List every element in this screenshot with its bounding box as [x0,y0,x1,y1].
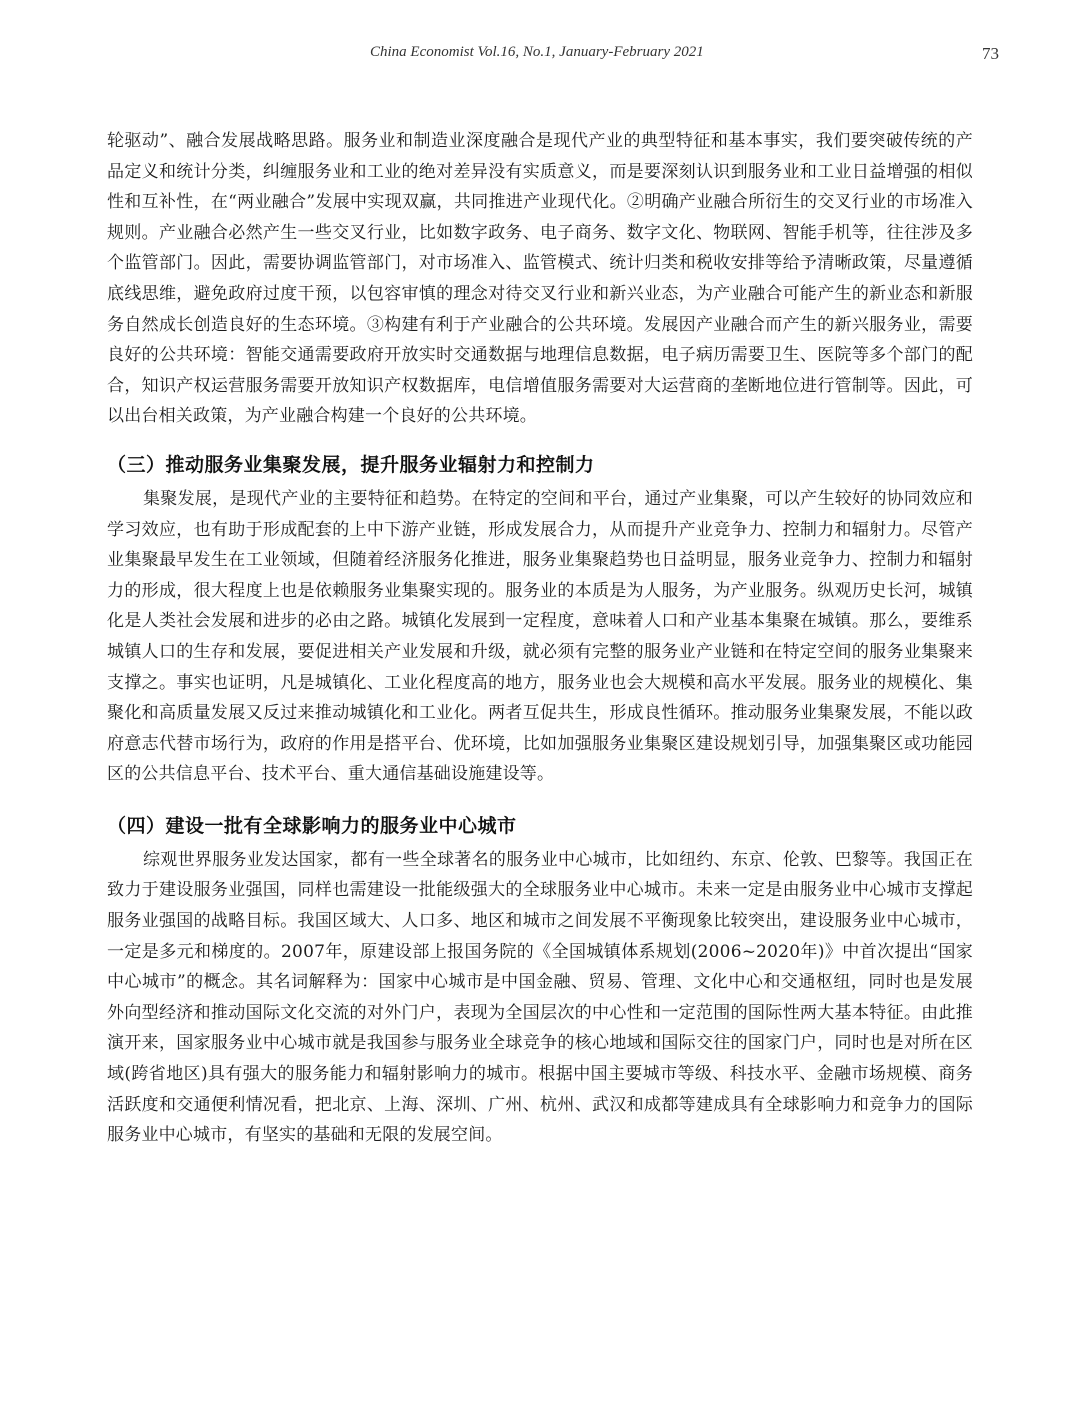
section-3-paragraph: 集聚发展，是现代产业的主要特征和趋势。在特定的空间和平台，通过产业集聚，可以产生较好的协同效应和学习效应，也有助于形成配套的上中下游产业链，形成发展合力，从而提升产业竞争力、控制力和辐射力。尽管产业集聚最早发生在工业领域，但随着经济服务化推进，服务业集聚趋势也日益明显，服务业竞争力、控制力和辐射力的形成，很大程度上也是依赖服务业集聚实现的。服务业的本质是为人服务，为产业服务。纵观历史长河，城镇化是人类社会发展和进步的必由之路。城镇化发展到一定程度，意味着人口和产业基本集聚在城镇。那么，要维系城镇人口的生存和发展，要促进相关产业发展和升级，就必须有完整的服务业产业链和在特定空间的服务业集聚来支撑之。事实也证明，凡是城镇化、工业化程度高的地方，服务业也会大规模和高水平发展。服务业的规模化、集聚化和高质量发展又反过来推动城镇化和工业化。两者互促共生，形成良性循环。推动服务业集聚发展，不能以政府意志代替市场行为，政府的作用是搭平台、优环境，比如加强服务业集聚区建设规划引导，加强集聚区或功能园区的公共信息平台、技术平台、重大通信基础设施建设等。 [107,488,973,785]
running-head: China Economist Vol.16, No.1, January-February 2021 [370,44,704,60]
section-4-heading: （四）建设一批有全球影响力的服务业中心城市 [107,814,517,837]
page-header [0,44,1080,70]
continuation-paragraph: 轮驱动”、融合发展战略思路。服务业和制造业深度融合是现代产业的典型特征和基本事实，我们要突破传统的产品定义和统计分类，纠缠服务业和工业的绝对差异没有实质意义，而是要深刻认识到服务业和工业日益增强的相似性和互补性，在“两业融合”发展中实现双赢，共同推进产业现代化。②明确产业融合所衍生的交叉行业的市场准入规则。产业融合必然产生一些交叉行业，比如数字政务、电子商务、数字文化、物联网、智能手机等，往往涉及多个监管部门。因此，需要协调监管部门，对市场准入、监管模式、统计归类和税收安排等给予清晰政策，尽量遵循底线思维，避免政府过度干预，以包容审慎的理念对待交叉行业和新兴业态，为产业融合可能产生的新业态和新服务自然成长创造良好的生态环境。③构建有利于产业融合的公共环境。发展因产业融合而产生的新兴服务业，需要良好的公共环境：智能交通需要政府开放实时交通数据与地理信息数据，电子病历需要卫生、医院等多个部门的配合，知识产权运营服务需要开放知识产权数据库，电信增值服务需要对大运营商的垄断地位进行管制等。因此，可以出台相关政策，为产业融合构建一个良好的公共环境。 [107,131,973,427]
page-number: 73 [982,44,999,63]
section-4-paragraph: 综观世界服务业发达国家，都有一些全球著名的服务业中心城市，比如纽约、东京、伦敦、巴黎等。我国正在致力于建设服务业强国，同样也需建设一批能级强大的全球服务业中心城市。未来一定是由服务业中心城市支撑起服务业强国的战略目标。我国区域大、人口多、地区和城市之间发展不平衡现象比较突出，建设服务业中心城市，一定是多元和梯度的。2007年，原建设部上报国务院的《全国城镇体系规划(2006~2020年)》中首次提出“国家中心城市”的概念。其名词解释为：国家中心城市是中国金融、贸易、管理、文化中心和交通枢纽，同时也是发展外向型经济和推动国际文化交流的对外门户，表现为全国层次的中心性和一定范围的国际性两大基本特征。由此推演开来，国家服务业中心城市就是我国参与服务业全球竞争的核心地域和国际交往的国家门户，同时也是对所在区域(跨省地区)具有强大的服务能力和辐射影响力的城市。根据中国主要城市等级、科技水平、金融市场规模、商务活跃度和交通便利情况看，把北京、上海、深圳、广州、杭州、武汉和成都等建成具有全球影响力和竞争力的国际服务业中心城市，有坚实的基础和无限的发展空间。 [107,849,973,1146]
article-body [107,126,973,1151]
section-3-heading: （三）推动服务业集聚发展，提升服务业辐射力和控制力 [107,453,595,476]
